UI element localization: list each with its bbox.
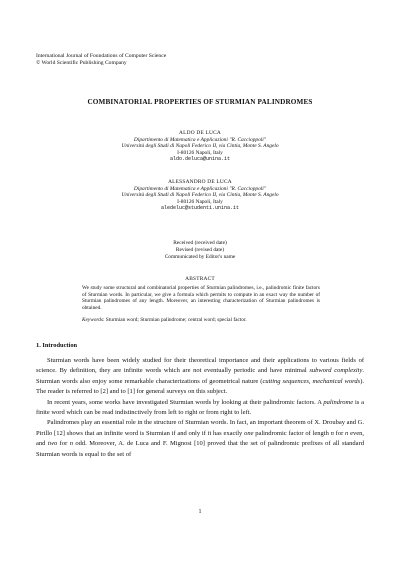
emphasis: one xyxy=(244,429,254,437)
abstract-text: We study some structural and combinatorial properties of Sturmian palindromes, i.e., palindromic finite factors of Sturmian words. In particular, we give a formula which permits to compute in an exact way the number of Sturmian palindromes of any length. Moreover, an interesting characterization of Sturmian palindromes is obtained. xyxy=(82,285,320,312)
author-university: Università degli Studi di Napoli Federico II, via Cintia, Monte S. Angelo xyxy=(121,143,279,150)
received-date: Received (received date) xyxy=(173,240,227,246)
emphasis: palindrome xyxy=(323,398,354,406)
journal-name: International Journal of Foundations of Computer Science xyxy=(36,53,167,59)
body-text xyxy=(36,356,364,460)
text-run: odd. Moreover, A. de Luca and F. Mignosi [10] proved that the set of palindromic prefixes of all standard Sturmian words is equal to the set of xyxy=(36,440,364,458)
revised-date: Revised (revised date) xyxy=(175,247,225,254)
text-run: . Sturmian words also enjoy some remarkable characterizations of geometrical nature ( xyxy=(36,367,364,385)
text-run: In recent years, some works have investigated Sturmian words by looking at their palindromic factors. A xyxy=(47,398,324,406)
copyright-line: © World Scientific Publishing Company xyxy=(36,60,127,67)
author-university: Università degli Studi di Napoli Federico II, via Cintia, Monte S. Angelo xyxy=(121,192,279,199)
author-name: ALESSANDRO DE LUCA xyxy=(168,179,232,185)
journal-header xyxy=(36,53,166,68)
text-run: Palindromes play an essential role in the structure of Sturmian words. In fact, an important theorem of X. Droubay and G. Pirillo [12] shows that an infinite word is Sturmian if and only if it has exactly xyxy=(36,419,364,437)
emphasis: two xyxy=(47,440,58,448)
text-run: even, and xyxy=(36,429,364,448)
keywords-text: : Sturmian word; Sturmian palindrome; central word; special factor. xyxy=(103,317,247,323)
text-run: is a finite word which can be read indistinctively from left to right or from right to left. xyxy=(36,398,364,417)
math-var: n xyxy=(69,440,73,448)
paper-title: COMBINATORIAL PROPERTIES OF STURMIAN PALINDROMES xyxy=(87,98,313,106)
author-department: Dipartimento di Matematica e Applicazioni "R. Caccioppoli" xyxy=(133,136,267,143)
text-run: ). The reader is referred to [2] and to [1] for general surveys on this subject. xyxy=(36,377,364,396)
keywords-label: Keywords xyxy=(82,317,103,323)
author-block-1 xyxy=(0,130,400,163)
paragraph-1 xyxy=(36,356,364,398)
paragraph-2 xyxy=(36,398,364,419)
submission-dates xyxy=(0,240,400,262)
text-run: for xyxy=(333,429,346,437)
communicated-by: Communicated by Editor's name xyxy=(164,254,236,261)
author-email: aldo.deluca@unina.it xyxy=(169,156,230,163)
author-department: Dipartimento di Matematica e Applicazioni "R. Caccioppoli" xyxy=(133,185,267,192)
abstract-heading: ABSTRACT xyxy=(185,276,215,282)
text-run: for xyxy=(57,440,70,448)
author-email: aledeluc@studenti.unina.it xyxy=(160,205,239,212)
page-number: 1 xyxy=(198,509,202,515)
keywords xyxy=(82,317,320,323)
author-name: ALDO DE LUCA xyxy=(179,130,221,136)
text-run: Sturmian words have been widely studied for their theoretical importance and their applications to various fields of science. By definition, they are infinite words which are not eventually periodic and have minimal xyxy=(36,357,364,375)
math-var: n xyxy=(330,429,334,437)
author-block-2 xyxy=(0,179,400,212)
math-var: n xyxy=(345,429,349,437)
author-city: I-80126 Napoli, Italy xyxy=(177,149,223,156)
paragraph-3 xyxy=(36,418,364,460)
emphasis: cutting sequences, mechanical words xyxy=(262,377,361,385)
author-city: I-80126 Napoli, Italy xyxy=(177,198,223,205)
section-heading: 1. Introduction xyxy=(36,342,78,349)
text-run: palindromic factor of length xyxy=(253,429,331,437)
emphasis: subword complexity xyxy=(309,367,363,375)
